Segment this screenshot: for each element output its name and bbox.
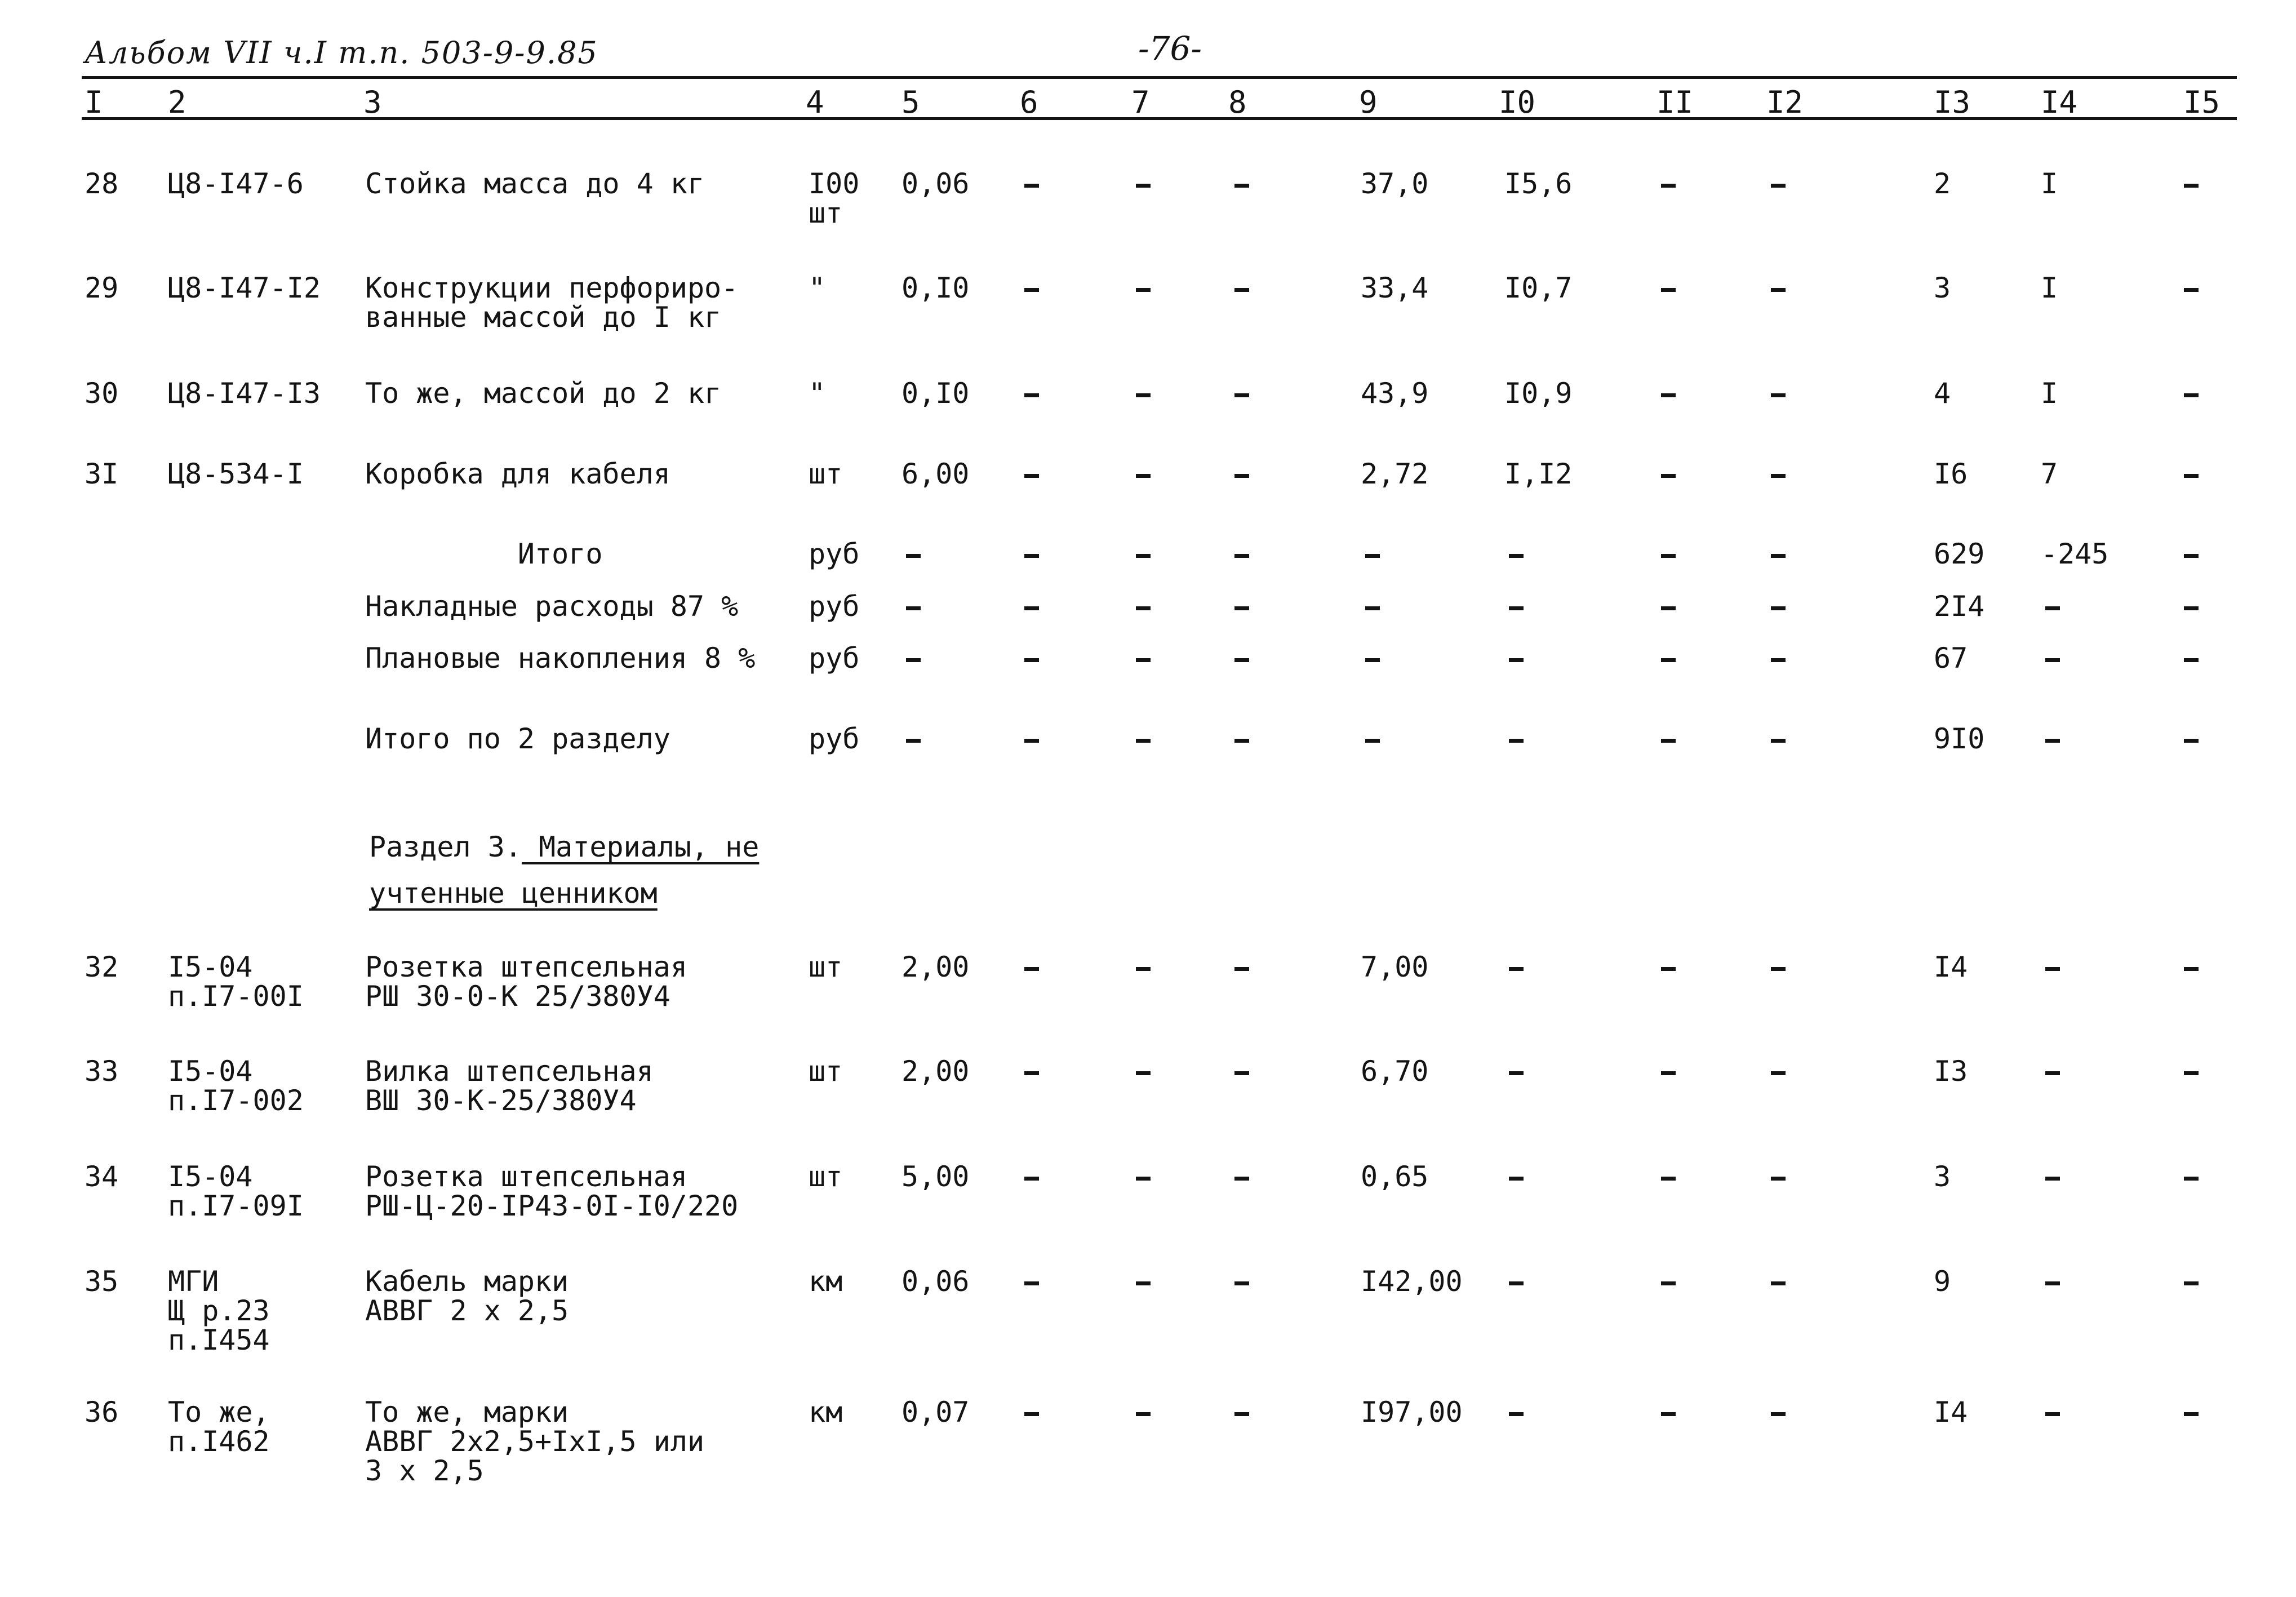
quantity: 0,06 — [901, 167, 970, 200]
unit: " — [809, 272, 826, 304]
dash-mark — [1771, 1281, 1786, 1285]
dash-mark — [1661, 288, 1676, 292]
dash-mark — [2184, 474, 2199, 478]
column-9-value: 33,4 — [1361, 272, 1429, 304]
dash-mark — [1365, 658, 1380, 662]
column-number: I4 — [2041, 85, 2078, 120]
column-9-value: 2,72 — [1361, 458, 1429, 490]
dash-mark — [1771, 184, 1786, 188]
column-13-value: 2I4 — [1934, 590, 1985, 623]
header-rule-bottom — [82, 117, 2237, 120]
column-14-value: I — [2041, 272, 2058, 304]
item-name: Коробка для кабеля — [365, 458, 670, 490]
dash-mark — [1024, 658, 1039, 662]
column-number: 4 — [806, 85, 824, 120]
item-name: Розетка штепсельная РШ 30-0-К 25/380У4 — [365, 951, 687, 1013]
dash-mark — [2184, 658, 2199, 662]
dash-mark — [1024, 474, 1039, 478]
dash-mark — [2184, 739, 2199, 743]
column-10-value: I5,6 — [1504, 167, 1573, 200]
column-9-value: I97,00 — [1361, 1396, 1463, 1429]
dash-mark — [2184, 1177, 2199, 1181]
dash-mark — [1024, 1281, 1039, 1285]
dash-mark — [1234, 606, 1249, 610]
dash-mark — [1136, 288, 1151, 292]
item-name: Розетка штепсельная РШ-Ц-20-IР43-0I-I0/220 — [365, 1160, 739, 1222]
section-3-prefix: Раздел 3. — [369, 831, 522, 863]
dash-mark — [1234, 658, 1249, 662]
dash-mark — [1234, 474, 1249, 478]
column-number: I0 — [1499, 85, 1536, 120]
section-3-heading — [369, 824, 759, 916]
dash-mark — [1661, 554, 1676, 558]
column-number: II — [1657, 85, 1694, 120]
row-number: 28 — [85, 167, 119, 200]
dash-mark — [1136, 184, 1151, 188]
dash-mark — [2045, 658, 2060, 662]
dash-mark — [2184, 393, 2199, 397]
dash-mark — [1509, 1071, 1524, 1075]
dash-mark — [1661, 1071, 1676, 1075]
row-number: 34 — [85, 1160, 119, 1193]
dash-mark — [1136, 967, 1151, 971]
column-13-value: 67 — [1934, 642, 1968, 675]
column-10-value: I0,9 — [1504, 377, 1573, 410]
quantity: 2,00 — [901, 951, 970, 983]
column-10-value: I0,7 — [1504, 272, 1573, 304]
column-number: 8 — [1228, 85, 1247, 120]
row-number: 36 — [85, 1396, 119, 1429]
price-code: Ц8-534-I — [168, 458, 304, 490]
dash-mark — [1771, 393, 1786, 397]
item-name: Вилка штепсельная ВШ 30-К-25/380У4 — [365, 1055, 654, 1117]
price-code: I5-04 п.I7-002 — [168, 1055, 304, 1117]
row-number: 3I — [85, 458, 119, 490]
column-14-value: -245 — [2041, 538, 2109, 570]
item-name: Итого по 2 разделу — [365, 722, 670, 755]
dash-mark — [2045, 739, 2060, 743]
item-name: Кабель марки АВВГ 2 х 2,5 — [365, 1265, 569, 1327]
dash-mark — [1509, 1281, 1524, 1285]
column-13-value: I6 — [1934, 458, 1968, 490]
item-name: То же, марки АВВГ 2х2,5+IхI,5 или 3 х 2,5 — [365, 1396, 705, 1487]
dash-mark — [906, 658, 921, 662]
dash-mark — [1509, 606, 1524, 610]
dash-mark — [1136, 739, 1151, 743]
item-name: Плановые накопления 8 % — [365, 642, 756, 675]
dash-mark — [1509, 1412, 1524, 1416]
column-13-value: I4 — [1934, 951, 1968, 983]
row-number: 35 — [85, 1265, 119, 1298]
dash-mark — [1771, 1071, 1786, 1075]
unit: км — [809, 1265, 843, 1298]
unit: руб — [809, 538, 860, 570]
dash-mark — [2184, 1281, 2199, 1285]
column-13-value: 9 — [1934, 1265, 1951, 1298]
dash-mark — [1136, 1412, 1151, 1416]
price-code: МГИ Щ р.23 п.I454 — [168, 1265, 270, 1356]
quantity: 0,06 — [901, 1265, 970, 1298]
dash-mark — [1771, 1412, 1786, 1416]
dash-mark — [906, 606, 921, 610]
column-9-value: 6,70 — [1361, 1055, 1429, 1088]
unit: шт — [809, 1160, 843, 1193]
dash-mark — [1024, 393, 1039, 397]
row-number: 29 — [85, 272, 119, 304]
dash-mark — [1024, 739, 1039, 743]
price-code: Ц8-I47-6 — [168, 167, 304, 200]
dash-mark — [2184, 967, 2199, 971]
item-name: Стойка масса до 4 кг — [365, 167, 705, 200]
column-10-value: I,I2 — [1504, 458, 1573, 490]
row-number: 33 — [85, 1055, 119, 1088]
dash-mark — [1771, 288, 1786, 292]
dash-mark — [1661, 474, 1676, 478]
dash-mark — [1661, 1281, 1676, 1285]
price-code: I5-04 п.I7-00I — [168, 951, 304, 1013]
dash-mark — [2045, 606, 2060, 610]
column-14-value: I — [2041, 377, 2058, 410]
dash-mark — [1136, 554, 1151, 558]
section-3-title-line1: Материалы, не — [521, 831, 760, 863]
quantity: 6,00 — [901, 458, 970, 490]
dash-mark — [1771, 967, 1786, 971]
unit: " — [809, 377, 826, 410]
dash-mark — [1771, 1177, 1786, 1181]
dash-mark — [1136, 474, 1151, 478]
dash-mark — [2045, 967, 2060, 971]
dash-mark — [1365, 606, 1380, 610]
dash-mark — [1771, 739, 1786, 743]
dash-mark — [1771, 658, 1786, 662]
column-number: 5 — [901, 85, 920, 120]
price-code: Ц8-I47-I3 — [168, 377, 321, 410]
dash-mark — [1024, 288, 1039, 292]
dash-mark — [1234, 1412, 1249, 1416]
dash-mark — [1024, 1412, 1039, 1416]
dash-mark — [1024, 184, 1039, 188]
column-13-value: 629 — [1934, 538, 1985, 570]
column-13-value: 2 — [1934, 167, 1951, 200]
unit: I00 шт — [809, 167, 860, 229]
dash-mark — [1136, 658, 1151, 662]
column-9-value: 43,9 — [1361, 377, 1429, 410]
dash-mark — [2184, 554, 2199, 558]
column-14-value: I — [2041, 167, 2058, 200]
column-9-value: 0,65 — [1361, 1160, 1429, 1193]
dash-mark — [1234, 1071, 1249, 1075]
item-name: Накладные расходы 87 % — [365, 590, 739, 623]
dash-mark — [1661, 658, 1676, 662]
column-13-value: I4 — [1934, 1396, 1968, 1429]
row-number: 30 — [85, 377, 119, 410]
column-number: I5 — [2183, 85, 2220, 120]
album-header: Альбом VII ч.I т.п. 503-9-9.85 — [85, 35, 598, 70]
dash-mark — [2184, 606, 2199, 610]
dash-mark — [2045, 1412, 2060, 1416]
row-number: 32 — [85, 951, 119, 983]
unit: руб — [809, 590, 860, 623]
dash-mark — [1234, 1177, 1249, 1181]
column-number: 3 — [363, 85, 382, 120]
column-9-value: 7,00 — [1361, 951, 1429, 983]
dash-mark — [1234, 184, 1249, 188]
dash-mark — [1661, 606, 1676, 610]
dash-mark — [2184, 288, 2199, 292]
unit: км — [809, 1396, 843, 1429]
column-number: I — [85, 85, 103, 120]
item-name: Конструкции перфориро- ванные массой до I кг — [365, 272, 739, 334]
dash-mark — [2045, 1281, 2060, 1285]
dash-mark — [1365, 739, 1380, 743]
quantity: 0,I0 — [901, 272, 970, 304]
quantity: 0,I0 — [901, 377, 970, 410]
column-13-value: 3 — [1934, 1160, 1951, 1193]
dash-mark — [1024, 1177, 1039, 1181]
item-name: То же, массой до 2 кг — [365, 377, 722, 410]
column-number: 6 — [1020, 85, 1038, 120]
column-number: 7 — [1131, 85, 1150, 120]
column-13-value: I3 — [1934, 1055, 1968, 1088]
dash-mark — [2045, 1071, 2060, 1075]
dash-mark — [1661, 739, 1676, 743]
header-rule-top — [82, 76, 2237, 79]
dash-mark — [2184, 1412, 2199, 1416]
dash-mark — [1771, 554, 1786, 558]
dash-mark — [1234, 554, 1249, 558]
column-number: I2 — [1766, 85, 1804, 120]
dash-mark — [1509, 967, 1524, 971]
item-name: Итого — [365, 538, 603, 570]
dash-mark — [1136, 393, 1151, 397]
dash-mark — [1509, 658, 1524, 662]
column-14-value: 7 — [2041, 458, 2058, 490]
dash-mark — [906, 739, 921, 743]
dash-mark — [2184, 1071, 2199, 1075]
dash-mark — [1661, 1177, 1676, 1181]
dash-mark — [2184, 184, 2199, 188]
dash-mark — [1234, 288, 1249, 292]
dash-mark — [1024, 1071, 1039, 1075]
unit: шт — [809, 1055, 843, 1088]
column-number: I3 — [1934, 85, 1971, 120]
column-9-value: 37,0 — [1361, 167, 1429, 200]
dash-mark — [1771, 606, 1786, 610]
dash-mark — [1661, 1412, 1676, 1416]
price-code: То же, п.I462 — [168, 1396, 270, 1458]
unit: руб — [809, 722, 860, 755]
column-9-value: I42,00 — [1361, 1265, 1463, 1298]
quantity: 5,00 — [901, 1160, 970, 1193]
dash-mark — [1136, 1281, 1151, 1285]
dash-mark — [1771, 474, 1786, 478]
column-number: 2 — [168, 85, 186, 120]
dash-mark — [1234, 393, 1249, 397]
dash-mark — [1661, 184, 1676, 188]
column-13-value: 4 — [1934, 377, 1951, 410]
dash-mark — [1234, 967, 1249, 971]
unit: шт — [809, 951, 843, 983]
column-13-value: 3 — [1934, 272, 1951, 304]
dash-mark — [1024, 606, 1039, 610]
dash-mark — [1365, 554, 1380, 558]
dash-mark — [1136, 606, 1151, 610]
dash-mark — [1234, 1281, 1249, 1285]
column-13-value: 9I0 — [1934, 722, 1985, 755]
dash-mark — [1509, 739, 1524, 743]
dash-mark — [906, 554, 921, 558]
page-number: -76- — [1138, 29, 1202, 68]
dash-mark — [2045, 1177, 2060, 1181]
dash-mark — [1661, 393, 1676, 397]
quantity: 0,07 — [901, 1396, 970, 1429]
dash-mark — [1661, 967, 1676, 971]
dash-mark — [1136, 1071, 1151, 1075]
unit: руб — [809, 642, 860, 675]
price-code: Ц8-I47-I2 — [168, 272, 321, 304]
dash-mark — [1509, 554, 1524, 558]
price-code: I5-04 п.I7-09I — [168, 1160, 304, 1222]
section-3-title-line2: учтенные ценником — [369, 877, 658, 910]
unit: шт — [809, 458, 843, 490]
quantity: 2,00 — [901, 1055, 970, 1088]
dash-mark — [1136, 1177, 1151, 1181]
dash-mark — [1509, 1177, 1524, 1181]
dash-mark — [1024, 554, 1039, 558]
dash-mark — [1234, 739, 1249, 743]
column-number: 9 — [1359, 85, 1378, 120]
dash-mark — [1024, 967, 1039, 971]
